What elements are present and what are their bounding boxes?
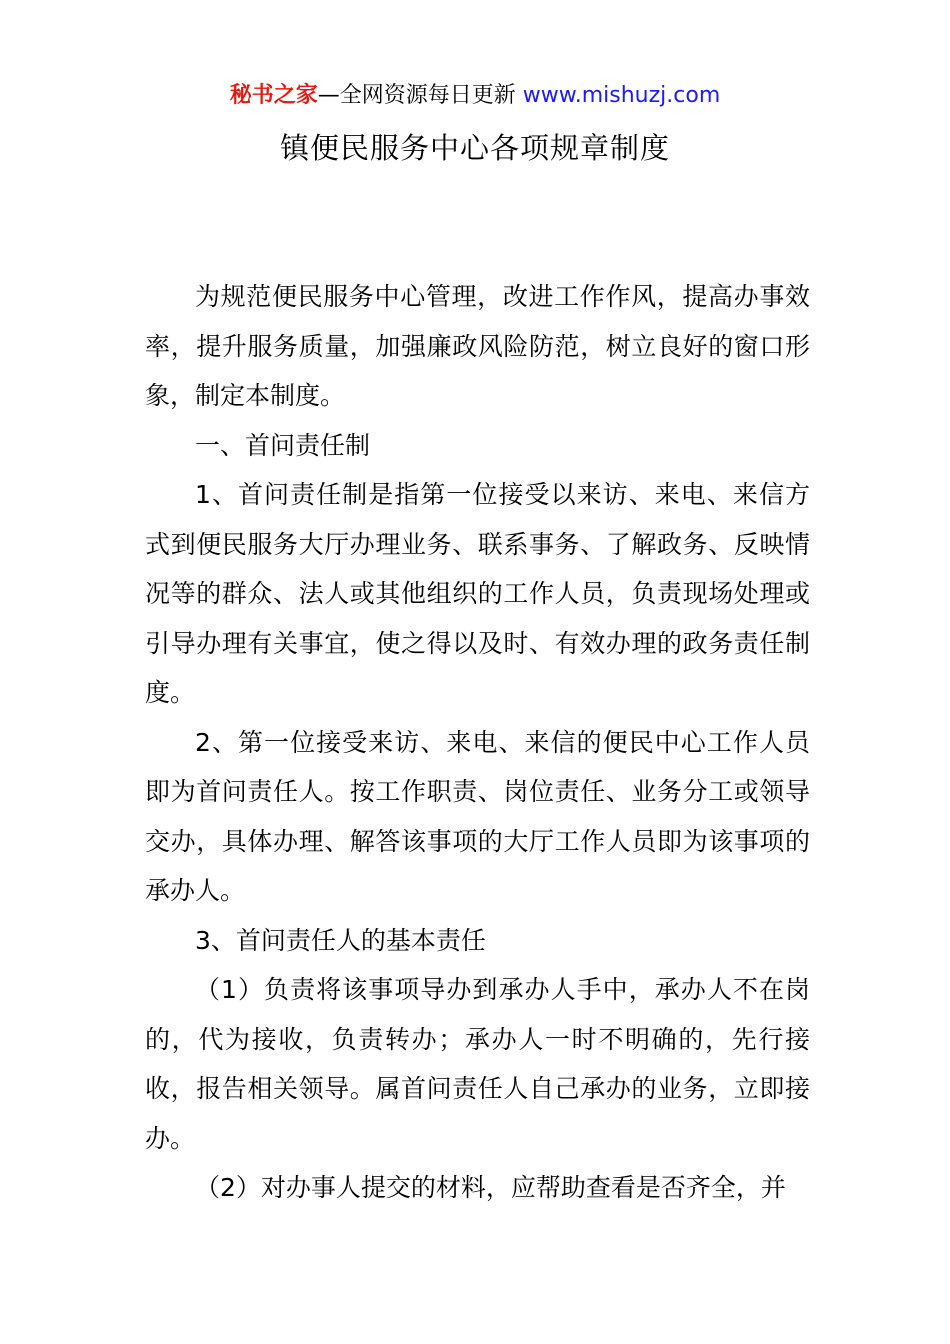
document-title: 镇便民服务中心各项规章制度 (279, 131, 670, 165)
site-header (0, 80, 950, 112)
section-heading-1: 一、首问责任制 (195, 430, 371, 460)
document-body (145, 272, 810, 1213)
intro-paragraph: 为规范便民服务中心管理，改进工作作风，提高办事效率，提升服务质量，加强廉政风险防范，树立良好的窗口形象，制定本制度。 (145, 282, 810, 410)
clause-2-paragraph: 2、第一位接受来访、来电、来信的便民中心工作人员即为首问责任人。按工作职责、岗位责任、业务分工或领导交办，具体办理、解答该事项的大厅工作人员即为该事项的承办人。 (145, 727, 810, 905)
brand-name: 秘书之家 (229, 83, 318, 108)
sub-clause-2-paragraph: （2）对办事人提交的材料，应帮助查看是否齐全，并 (195, 1173, 786, 1202)
sub-clause-1-paragraph: （1）负责将该事项导办到承办人手中，承办人不在岗的，代为接收，负责转办；承办人一时不明确的，先行接收，报告相关领导。属首问责任人自己承办的业务，立即接办。 (145, 975, 810, 1153)
site-url-link[interactable]: www.mishuzj.com (522, 83, 721, 108)
clause-3-heading: 3、首问责任人的基本责任 (195, 925, 486, 955)
clause-1-paragraph: 1、首问责任制是指第一位接受以来访、来电、来信方式到便民服务大厅办理业务、联系事务、了解政务、反映情况等的群众、法人或其他组织的工作人员，负责现场处理或引导办理有关事宜，使之得以及时、有效办理的政务责任制度。 (145, 480, 810, 707)
header-tagline: —全网资源每日更新 (317, 83, 516, 108)
